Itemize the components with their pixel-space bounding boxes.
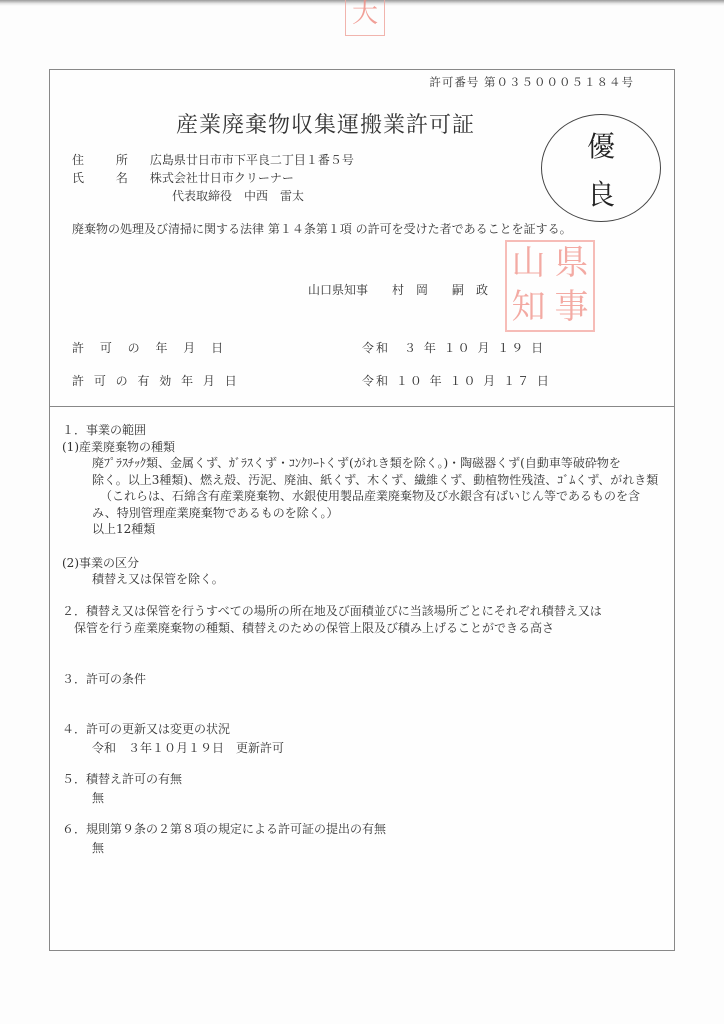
mark-char-2: 良 (586, 178, 615, 211)
name-label: 氏 名 (72, 171, 142, 185)
valid-until-label: 許 可 の 有 効 年 月 日 (72, 374, 240, 388)
section-5-value: 無 (92, 790, 105, 805)
permit-certificate (49, 69, 675, 951)
permit-date-label: 許 可 の 年 月 日 (72, 341, 230, 355)
section-5-heading: ５．積替え許可の有無 (62, 772, 183, 786)
section-6-heading: ６．規則第９条の２第８項の規定による許可証の提出の有無 (62, 822, 387, 836)
section-6 (62, 821, 386, 856)
section-3 (62, 671, 146, 688)
section-4-heading: ４．許可の更新又は変更の状況 (62, 722, 231, 736)
section-3-heading: ３．許可の条件 (62, 672, 147, 686)
waste-types-line-4: み、特別管理産業廃棄物であるものを除く。） (92, 505, 339, 520)
representative: 代表取締役 中西 雷太 (172, 189, 305, 203)
governor-seal-stamp (505, 240, 595, 332)
waste-types-heading: (1)産業廃棄物の種類 (62, 439, 175, 454)
permit-number: 許可番号 第０３５０００５１８４号 (429, 75, 634, 89)
section-2 (62, 603, 602, 636)
issuer-name: 山口県知事 村 岡 嗣 政 (308, 283, 489, 297)
waste-types-line-2: 除く。以上3種類)、燃え殻、汚泥、廃油、紙くず、木くず、繊維くず、動植物性残渣、ｺﾞﾑくず、がれき類 (92, 472, 659, 487)
waste-types-line-1: 廃ﾌﾟﾗｽﾁｯｸ類、金属くず、ｶﾞﾗｽくず・ｺﾝｸﾘｰﾄくず(がれき類を除く。)・陶磁器くず(自動車等破砕物を (92, 456, 621, 470)
address-value: 広島県廿日市市下平良二丁目１番５号 (149, 153, 354, 167)
top-seal-char: 大 (351, 0, 378, 29)
section-2-line-2: 保管を行う産業廃棄物の種類、積替えのための保管上限及び積み上げることができる高さ (74, 620, 555, 635)
business-category-value: 積替え又は保管を除く。 (92, 572, 224, 586)
seal-char: 県 (554, 243, 589, 283)
top-seal-stamp (345, 0, 385, 36)
section-4 (62, 721, 284, 756)
section-divider (50, 406, 674, 407)
excellent-operator-mark (541, 114, 661, 222)
section-2-line-1: ２．積替え又は保管を行うすべての場所の所在地及び面積並びに当該場所ごとにそれぞれ積替え又は (62, 604, 602, 618)
mark-char-1: 優 (586, 130, 615, 163)
waste-types-total: 以上12種類 (92, 522, 156, 536)
name-row (72, 169, 294, 186)
seal-char: 事 (554, 287, 589, 327)
address-row (72, 151, 354, 168)
permit-date-value: 令和 ３ 年 １０ 月 １９ 日 (362, 341, 546, 355)
certificate-title: 産業廃棄物収集運搬業許可証 (176, 113, 476, 138)
section-1-heading: １．事業の範囲 (62, 423, 147, 437)
valid-until-value: 令和 １０ 年 １０ 月 １７ 日 (362, 374, 551, 388)
section-5 (62, 771, 182, 806)
section-4-value: 令和 ３年１０月１９日 更新許可 (92, 740, 285, 755)
address-label: 住 所 (72, 153, 142, 167)
waste-types-line-3: （これらは、石綿含有産業廃棄物、水銀使用製品産業廃棄物及び水銀含有ばいじん等であるものを含 (100, 489, 641, 503)
business-category-heading: (2)事業の区分 (62, 555, 139, 570)
certification-statement: 廃棄物の処理及び清掃に関する法律 第１４条第１項 の許可を受けた者であることを証する。 (72, 222, 572, 236)
section-6-value: 無 (92, 840, 105, 855)
seal-char: 山 (511, 243, 546, 283)
seal-char: 知 (511, 287, 546, 327)
section-1 (62, 422, 658, 588)
company-name: 株式会社廿日市クリーナー (149, 171, 294, 185)
